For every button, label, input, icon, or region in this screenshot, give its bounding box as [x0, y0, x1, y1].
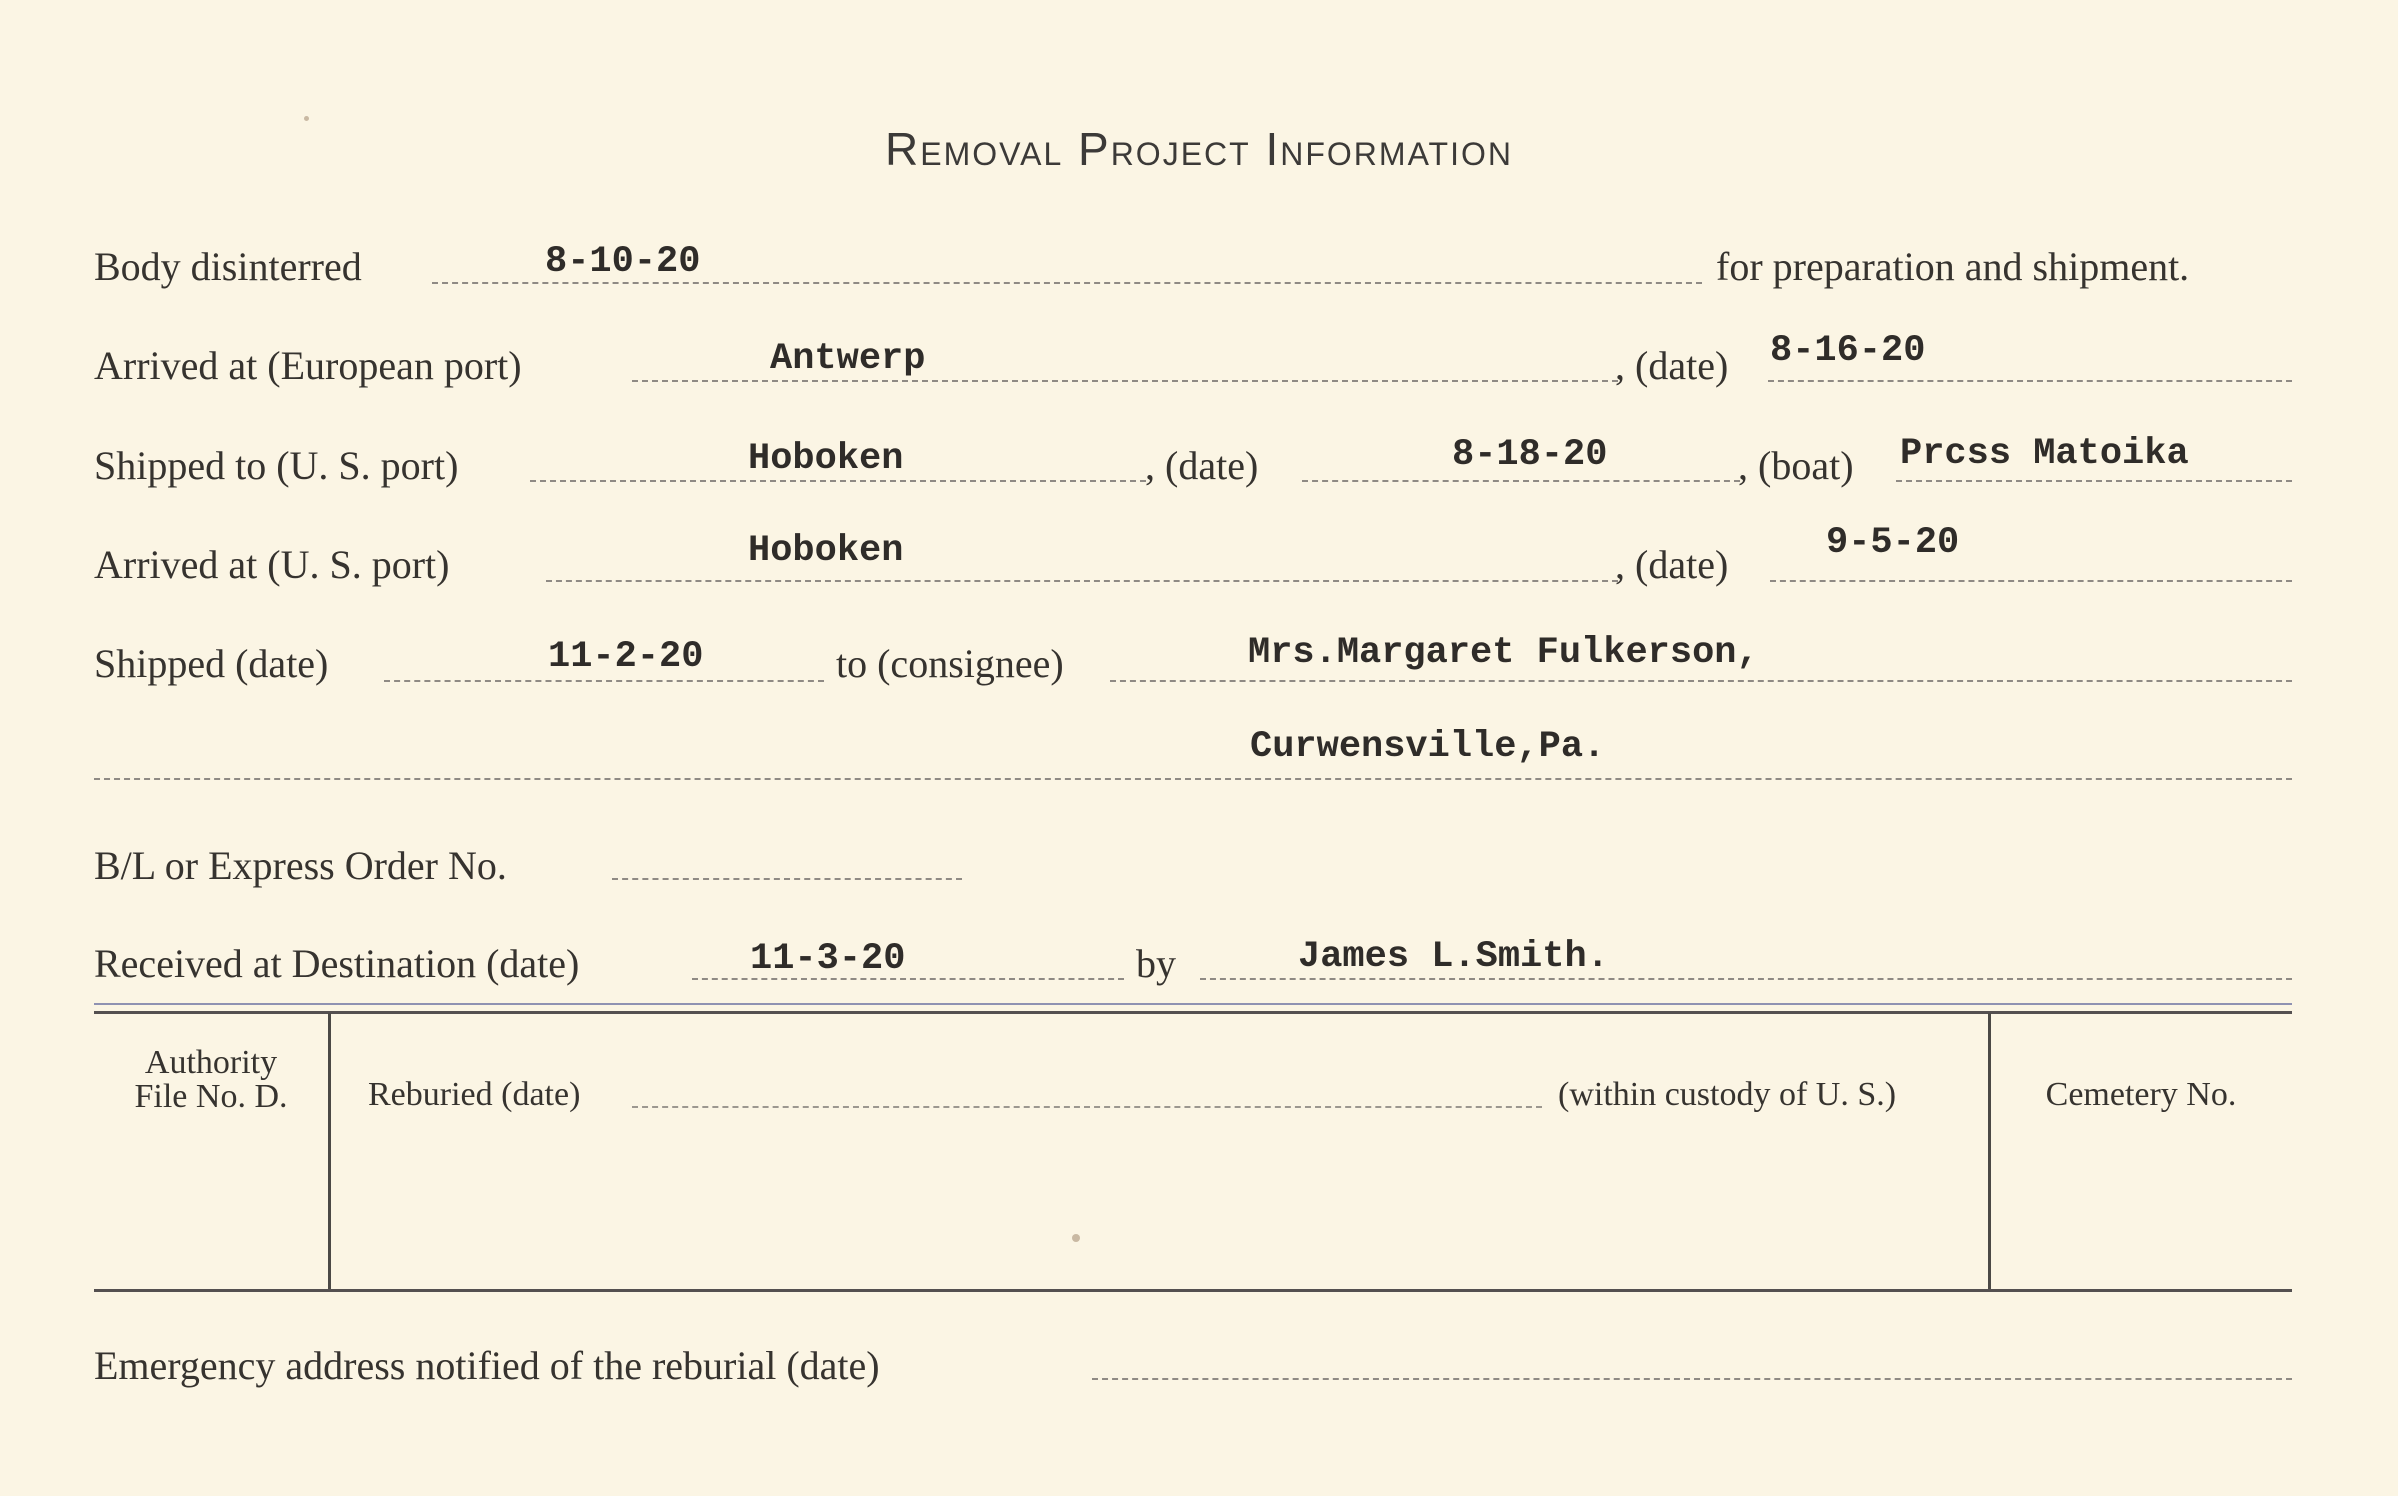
bl-express-order-line	[612, 878, 962, 880]
arrived-european-date-label: , (date)	[1615, 343, 1729, 388]
custody-label: (within custody of U. S.)	[1558, 1076, 1897, 1113]
bl-express-order-label: B/L or Express Order No.	[94, 843, 507, 888]
body-disinterred-date: 8-10-20	[545, 241, 701, 283]
consignee-address-line	[94, 778, 2292, 780]
shipped-boat-line	[1896, 480, 2292, 482]
arrived-european-port-line	[632, 380, 1618, 382]
shipped-us-date-label: , (date)	[1145, 443, 1259, 488]
emergency-address-line	[1092, 1378, 2292, 1380]
arrived-european-port-value: Antwerp	[770, 338, 926, 380]
paper-speck	[1072, 1234, 1080, 1242]
shipped-date-label: Shipped (date)	[94, 641, 329, 686]
received-by-label: by	[1136, 941, 1176, 986]
shipped-us-date-line	[1302, 480, 1740, 482]
shipped-us-port-line	[530, 480, 1146, 482]
cemetery-no-label: Cemetery No.	[2045, 1076, 2237, 1113]
table-top-rule-thin	[94, 1003, 2292, 1005]
shipped-us-date-value: 8-18-20	[1452, 434, 1608, 476]
received-by-value: James L.Smith.	[1298, 936, 1609, 978]
table-divider-right	[1988, 1013, 1991, 1289]
preparation-shipment-text: for preparation and shipment.	[1716, 244, 2190, 289]
arrived-us-port-line	[546, 580, 1618, 582]
received-by-line	[1200, 978, 2292, 980]
arrived-european-date-value: 8-16-20	[1770, 330, 1926, 372]
consignee-name: Mrs.Margaret Fulkerson,	[1248, 632, 1759, 674]
shipped-date-line	[384, 680, 824, 682]
received-destination-label: Received at Destination (date)	[94, 941, 580, 986]
file-no-label: File No. D.	[134, 1078, 288, 1115]
paper-speck	[304, 116, 309, 121]
consignee-line	[1110, 680, 2292, 682]
arrived-us-date-line	[1770, 580, 2292, 582]
table-divider-left	[328, 1013, 331, 1289]
arrived-us-port-value: Hoboken	[748, 530, 904, 572]
consignee-label: to (consignee)	[836, 641, 1064, 686]
table-bottom-rule	[94, 1289, 2292, 1292]
arrived-european-port-label: Arrived at (European port)	[94, 343, 522, 388]
page-title: Removal Project Information	[885, 123, 1513, 175]
shipped-boat-value: Prcss Matoika	[1900, 433, 2189, 475]
arrived-us-port-label: Arrived at (U. S. port)	[94, 542, 450, 587]
consignee-address: Curwensville,Pa.	[1250, 726, 1606, 768]
shipped-us-port-label: Shipped to (U. S. port)	[94, 443, 459, 488]
shipped-us-port-value: Hoboken	[748, 438, 904, 480]
arrived-us-date-label: , (date)	[1615, 542, 1729, 587]
shipped-boat-label: , (boat)	[1738, 443, 1854, 488]
arrived-european-date-line	[1768, 380, 2292, 382]
arrived-us-date-value: 9-5-20	[1826, 522, 1960, 564]
table-top-rule	[94, 1011, 2292, 1014]
reburied-date-label: Reburied (date)	[368, 1076, 581, 1113]
emergency-address-label: Emergency address notified of the reburial (date)	[94, 1343, 880, 1388]
body-disinterred-label: Body disinterred	[94, 244, 362, 289]
received-date-value: 11-3-20	[750, 938, 906, 980]
reburied-date-line	[632, 1106, 1542, 1108]
authority-label: Authority	[144, 1044, 278, 1081]
shipped-date-value: 11-2-20	[548, 636, 704, 678]
